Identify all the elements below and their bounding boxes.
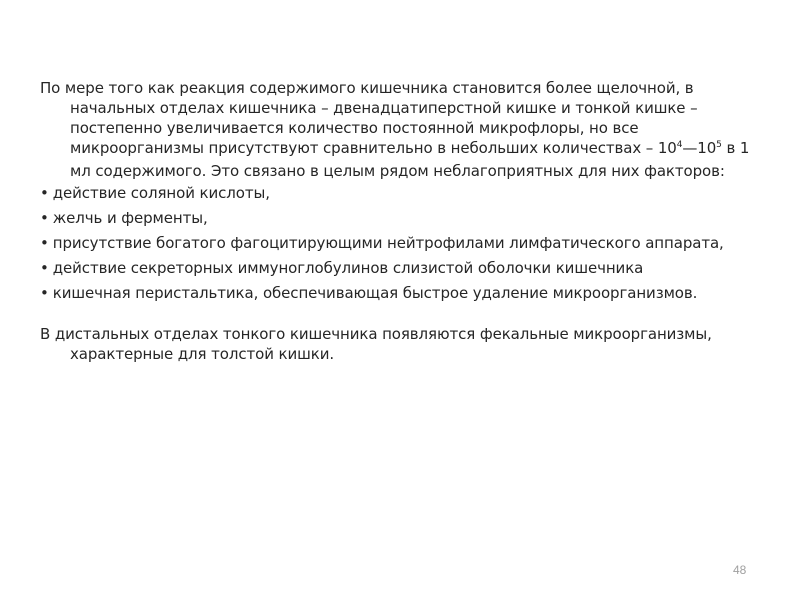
intro-paragraph [40, 78, 755, 181]
distal-paragraph: В дистальных отделах тонкого кишечника появляются фекальные микроорганизмы, характерные для толстой кишки. [40, 325, 712, 363]
page-number: 48 [733, 563, 747, 577]
intro-text-end: в 1 мл содержимого. Это связано в целым рядом неблагоприятных для них факторов: [70, 139, 750, 180]
bullet-icon: • [40, 284, 49, 302]
list-item [40, 233, 755, 253]
factors-list [40, 183, 755, 303]
bullet-icon: • [40, 184, 49, 202]
exponent-5: 5 [716, 140, 722, 150]
list-item-text: действие секреторных иммуноглобулинов слизистой оболочки кишечника [52, 259, 644, 277]
exponent-4: 4 [676, 140, 683, 150]
bullet-icon: • [40, 234, 49, 252]
list-item [40, 283, 755, 303]
list-item-text: желчь и ферменты, [52, 209, 208, 227]
range-dash: —10 [682, 139, 717, 157]
bullet-icon: • [40, 209, 49, 227]
bullet-icon: • [40, 259, 49, 277]
list-item-text: кишечная перистальтика, обеспечивающая быстрое удаление микроорганизмов. [52, 284, 698, 302]
list-item-text: действие соляной кислоты, [52, 184, 270, 202]
list-item [40, 258, 755, 278]
slide-body [40, 78, 755, 364]
intro-text: По мере того как реакция содержимого кишечника становится более щелочной, в начальных отделах кишечника – двенадцатиперстной кишке и тонкой кишке – постепенно увеличивается количество постоянной микрофлоры, но все микроорганизмы присутствуют сравнительно в небольших количествах – 10 [40, 79, 698, 157]
list-item [40, 183, 755, 203]
list-item-text: присутствие богатого фагоцитирующими нейтрофилами лимфатического аппарата, [52, 234, 724, 252]
list-item [40, 208, 755, 228]
